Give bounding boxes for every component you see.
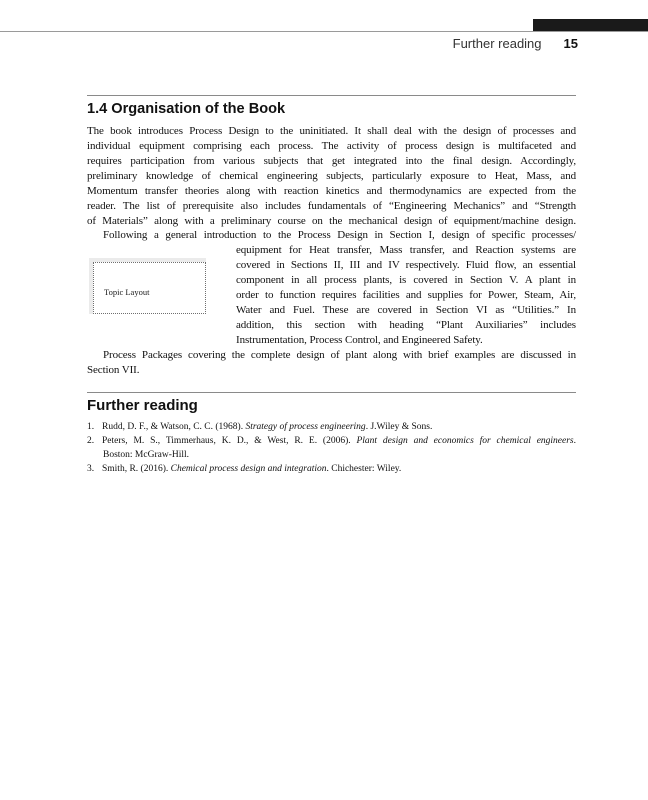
paragraph-line: Section VII. (87, 364, 140, 376)
reference-authors: Rudd, D. F., & Watson, C. C. (1968). (102, 422, 246, 432)
topic-layout-label: Topic Layout (104, 287, 150, 297)
header-accent-bar (533, 19, 648, 31)
topic-layout-box (89, 258, 206, 314)
reference-item (87, 420, 576, 434)
paragraph-line: Water and Fuel. These are covered in Section VI as “Utilities.” In (236, 304, 576, 316)
reference-continuation: Boston: McGraw-Hill. (103, 450, 190, 460)
paragraph-line: component in all process plants, is covered in Section V. A plant in (236, 274, 576, 286)
reference-title: Strategy of process engineering (245, 422, 366, 432)
header-rule (0, 31, 648, 32)
reference-publisher: . Chichester: Wiley. (326, 464, 402, 474)
running-head-title: Further reading (452, 36, 542, 51)
paragraph-line: The book introduces Process Design to the uninitiated. It shall deal with the design of processes and (87, 125, 576, 137)
paragraph-line: Process Packages covering the complete design of plant along with brief examples are discussed in (103, 349, 576, 361)
paragraph-line: equipment for Heat transfer, Mass transfer, and Reaction systems are (236, 244, 576, 256)
paragraph-line: Momentum transfer theories along with reaction kinetics and thermodynamics are expected from the (87, 185, 576, 197)
paragraph-line: reader. The list of prerequisite also includes fundamentals of “Engineering Mechanics” and “Strength (87, 200, 576, 212)
reference-authors: Peters, M. S., Timmerhaus, K. D., & West, R. E. (2006). (102, 436, 357, 446)
page-number: 15 (563, 36, 578, 51)
paragraph-line: Instrumentation, Process Control, and Engineered Safety. (236, 334, 483, 346)
paragraph-line: requires participation from various subjects that get integrated into the final design. Accordingly, (87, 155, 576, 167)
section-rule (87, 95, 576, 96)
paragraph-line: individual equipment comprising each process. The activity of process design is multifaceted and (87, 140, 576, 152)
topic-layout-frame (93, 262, 206, 314)
reference-title: Plant design and economics for chemical engineers (356, 436, 574, 446)
reference-publisher: . (573, 436, 577, 446)
reference-number: 3. (87, 464, 95, 474)
paragraph-line: Following a general introduction to the Process Design in Section I, design of specific processes/ (103, 229, 576, 241)
reference-authors: Smith, R. (2016). (102, 464, 171, 474)
section-title: 1.4 Organisation of the Book (87, 100, 286, 117)
paragraph-line: covered in Sections II, III and IV respectively. Fluid flow, an essential (236, 259, 576, 271)
reference-publisher: . J.Wiley & Sons. (365, 422, 433, 432)
reference-item (87, 462, 576, 476)
further-reading-title: Further reading (87, 397, 198, 414)
running-head (453, 36, 578, 51)
reference-item (87, 434, 576, 448)
reference-title: Chemical process design and integration (170, 464, 327, 474)
further-reading-rule (87, 392, 576, 393)
reference-number: 2. (87, 436, 95, 446)
paragraph-line: of Materials” along with a preliminary course on the mechanical design of equipment/machine design. (87, 215, 576, 227)
paragraph-line: order to function requires facilities and supplies for Power, Steam, Air, (236, 289, 576, 301)
reference-number: 1. (87, 422, 95, 432)
paragraph-line: addition, this section with heading “Plant Auxiliaries” includes (236, 319, 576, 331)
paragraph-line: preliminary knowledge of chemical engineering subjects, particularly exposure to Heat, Mass, and (87, 170, 576, 182)
